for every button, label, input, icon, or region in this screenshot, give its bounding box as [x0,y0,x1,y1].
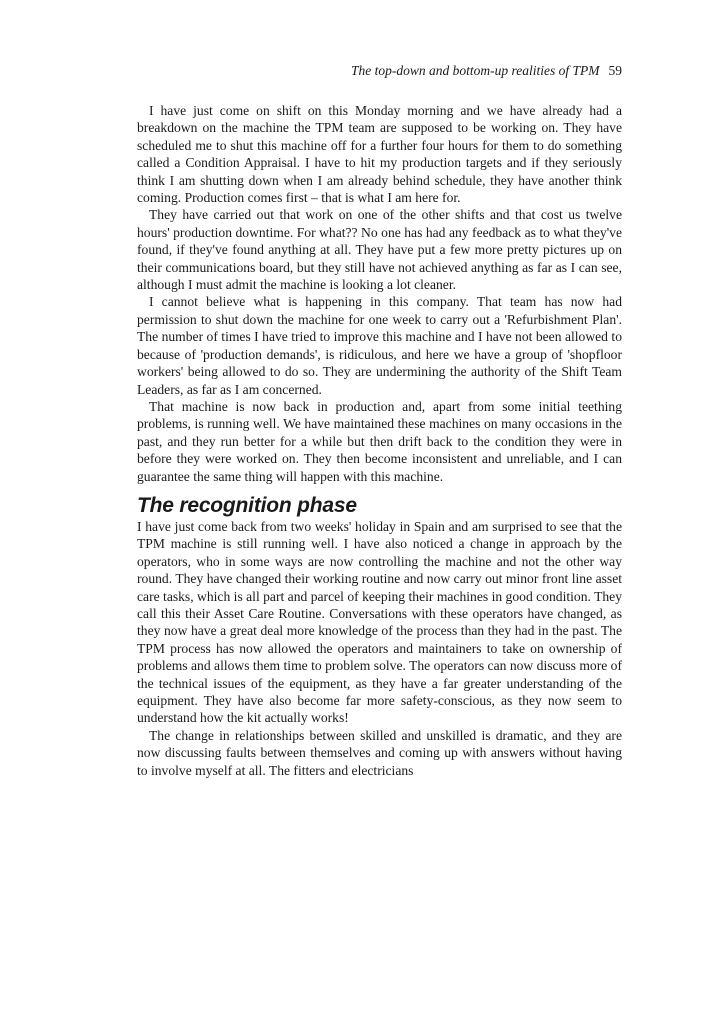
running-head [137,63,622,79]
paragraph-3: I cannot believe what is happening in this company. That team has now had permission to shut down the machine for one week to carry out a 'Refurbishment Plan'. The number of times I have tried to improve this machine and I have not been allowed to because of 'production demands', is ridiculous, and here we have a group of 'shopfloor workers' being allowed to do so. They are undermining the authority of the Shift Team Leaders, as far as I am concerned. [137,294,622,397]
paragraph-2: They have carried out that work on one of the other shifts and that cost us twelve hours' production downtime. For what?? No one has had any feedback as to what they've found, if they've found anything at all. They have put a few more pretty pictures up on their communications board, but they still have not achieved anything as far as I can see, although I must admit the machine is looking a lot cleaner. [137,207,622,293]
paragraph-6: The change in relationships between skilled and unskilled is dramatic, and they are now discussing faults between themselves and coming up with answers without having to involve myself at all. The fitters and electricians [137,727,622,778]
text-column [137,102,622,779]
page-number: 59 [608,63,622,78]
paragraph-1: I have just come on shift on this Monday morning and we have already had a breakdown on the machine the TPM team are supposed to be working on. They have scheduled me to shut this machine off for a further four hours for them to do something called a Condition Appraisal. I have to hit my production targets and if they seriously think I am shutting down when I am already behind schedule, they have another think coming. Production comes first – that is what I am here for. [137,103,622,206]
paragraph-4: That machine is now back in production and, apart from some initial teething problems, is running well. We have maintained these machines on many occasions in the past, and they run better for a while but then drift back to the condition they were in before they were worked on. They then become inconsistent and unreliable, and I can guarantee the same thing will happen with this machine. [137,398,622,484]
paragraph-5: I have just come back from two weeks' holiday in Spain and am surprised to see that the TPM machine is still running well. I have also noticed a change in approach by the operators, who in some ways are now controlling the machine and not the other way round. They have changed their working routine and now carry out minor front line asset care tasks, which is all part and parcel of keeping their machines in good condition. They call this their Asset Care Routine. Conversations with these operators have changed, as they now have a great deal more knowledge of the process than they had in the past. The TPM process has now allowed the operators and maintainers to take on ownership of problems and allows them time to problem solve. The operators can now discuss more of the technical issues of the equipment, as they have a far greater understanding of the equipment. They have also become far more safety-conscious, as they now seem to understand how the kit actually works! [137,518,622,726]
section-heading: The recognition phase [137,493,357,517]
running-title: The top-down and bottom-up realities of TPM [351,63,600,78]
